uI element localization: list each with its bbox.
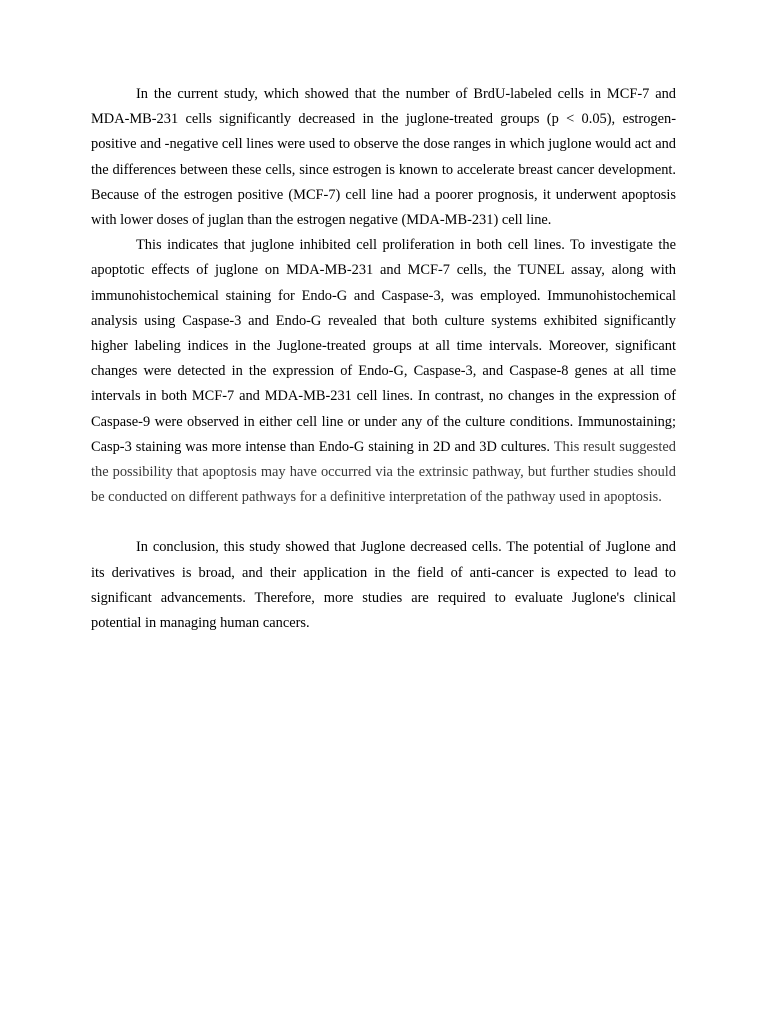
paragraph-2-continued-text: This result suggested the possibility that apoptosis may have occurred via the extrinsic pathway, but further studies should be conducted on different pathways for a definitive interpretation of the pathway used in apoptosis.	[91, 438, 676, 506]
paragraph-3-text: In conclusion, this study showed that Juglone decreased cells. The potential of Juglone and its derivatives is broad, and their application in the field of anti-cancer is expected to lead to significant advancements. Therefore, more studies are required to evaluate Juglone's clinical potential in managing human cancers.	[91, 539, 676, 632]
document-page	[91, 82, 676, 636]
paragraph-2-text: This indicates that juglone inhibited cell proliferation in both cell lines. To investigate the apoptotic effects of juglone on MDA-MB-231 and MCF-7 cells, the TUNEL assay, along with immunohistochemical staining for Endo-G and Caspase-3, was employed. Immunohistochemical analysis using Caspase-3 and Endo-G revealed that both culture systems exhibited significantly higher labeling indices in the Juglone-treated groups at all time intervals. Moreover, significant changes were detected in the expression of Endo-G, Caspase-3, and Caspase-8 genes at all time intervals in both MCF-7 and MDA-MB-231 cell lines. In contrast, no changes in the expression of Caspase-9 were observed in either cell line or under any of the culture conditions. Immunostaining; Casp-3 staining was more intense than Endo-G staining in 2D and 3D cultures.	[91, 237, 676, 455]
paragraph-3	[91, 535, 676, 636]
paragraph-1-text: In the current study, which showed that the number of BrdU-labeled cells in MCF-7 and MDA-MB-231 cells significantly decreased in the juglone-treated groups (p < 0.05), estrogen-positive and -negative cell lines were used to observe the dose ranges in which juglone would act and the differences between these cells, since estrogen is known to accelerate breast cancer development. Because of the estrogen positive (MCF-7) cell line had a poorer prognosis, it underwent apoptosis with lower doses of juglan than the estrogen negative (MDA-MB-231) cell line.	[91, 86, 676, 229]
paragraph-1	[91, 82, 676, 233]
paragraph-2	[91, 233, 676, 510]
paragraph-spacer	[91, 510, 676, 535]
